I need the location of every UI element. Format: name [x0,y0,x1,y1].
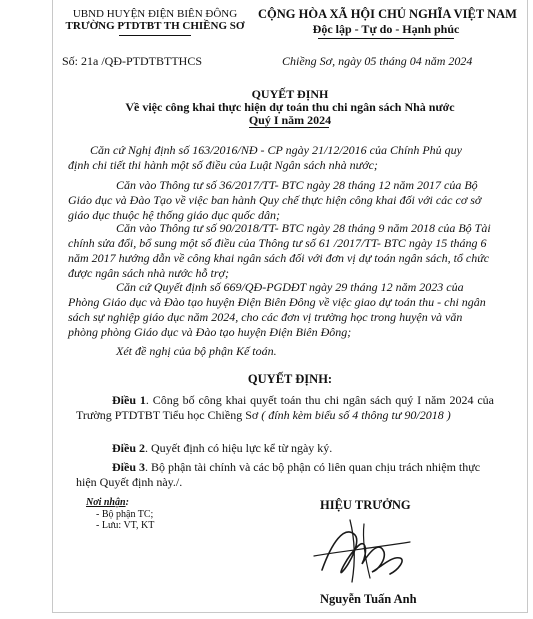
nation-line-1: CỘNG HÒA XÃ HỘI CHỦ NGHĨA VIỆT NAM [258,7,517,21]
recipient-item: - Bộ phận TC; [96,509,154,520]
decision-heading: QUYẾT ĐỊNH: [247,372,333,386]
org-underline [119,35,191,36]
document-number: Số: 21a /QĐ-PTDTBTTHCS [62,54,203,68]
nation-line-2: Độc lập - Tự do - Hạnh phúc [312,22,460,36]
handwritten-signature [302,512,422,590]
preamble-paragraph-1: Căn cứ Nghị định số 163/2016/NĐ - CP ngày 21/12/2016 của Chính Phủ quy định chi tiết thi hành một số điều của Luật Ngân sách nhà nước; [68,143,462,172]
preamble-paragraph-4: Căn cứ Quyết định số 669/QĐ-PGDĐT ngày 29 tháng 12 năm 2023 của Phòng Giáo dục và Đào tạo huyện Điện Biên Đông về việc giao dự toán thu - chi ngân sách sự nghiệp giáo dục năm 2024, cho các đơn vị trường học trong huyện và văn phòng phòng Giáo dục và Đào tạo huyện Điện Biên Đông; [68,280,486,339]
org-line-1: UBND HUYỆN ĐIỆN BIÊN ĐÔNG [72,8,238,20]
title-period: Quý I năm 2024 [248,113,332,127]
signer-name: Nguyễn Tuấn Anh [320,592,417,606]
title-subject: Về việc công khai thực hiện dự toán thu chi ngân sách Nhà nước [125,100,455,114]
title-decision: QUYẾT ĐỊNH [251,87,329,101]
place-date: Chiềng Sơ, ngày 05 tháng 04 năm 2024 [282,54,473,68]
preamble-paragraph-3: Căn vào Thông tư số 90/2018/TT- BTC ngày 28 tháng 9 năm 2018 của Bộ Tài chính sửa đổi, bổ sung một số điều của Thông tư số 61 /2017/TT- BTC ngày 15 tháng 6 năm 2017 hướng dẫn về công khai ngân sách đối với đơn vị dự toán ngân sách, tổ chức được ngân sách nhà nước hỗ trợ; [68,221,491,280]
preamble-paragraph-2: Căn vào Thông tư số 36/2017/TT- BTC ngày 28 tháng 12 năm 2017 của Bộ Giáo dục và Đào Tạo về việc ban hành Quy chế thực hiện công khai đối với các cơ sở giáo dục thuộc hệ thống giáo dục quốc dân; [68,178,482,222]
article-3: Điều 3. Bộ phận tài chính và các bộ phận có liên quan chịu trách nhiệm thực hiện Quyết định này./. [76,460,481,489]
nation-underline [318,38,454,39]
preamble-paragraph-5: Xét đề nghị của bộ phận Kế toán. [116,344,277,358]
recipient-item: - Lưu: VT, KT [96,520,155,531]
org-line-2: TRƯỜNG PTDTBT TH CHIỀNG SƠ [65,20,245,32]
article-1: Điều 1. Công bố công khai quyết toán thu chi ngân sách quý I năm 2024 của Trường PTDTBT Tiểu học Chiềng Sơ ( đính kèm biểu số 4 thông tư 90/2018 ) [76,393,494,422]
signer-title: HIỆU TRƯỞNG [320,498,411,512]
article-2: Điều 2. Quyết định có hiệu lực kể từ ngày ký. [112,441,333,455]
title-period-underline [249,127,329,128]
recipients-heading: Nơi nhận: [86,497,129,508]
